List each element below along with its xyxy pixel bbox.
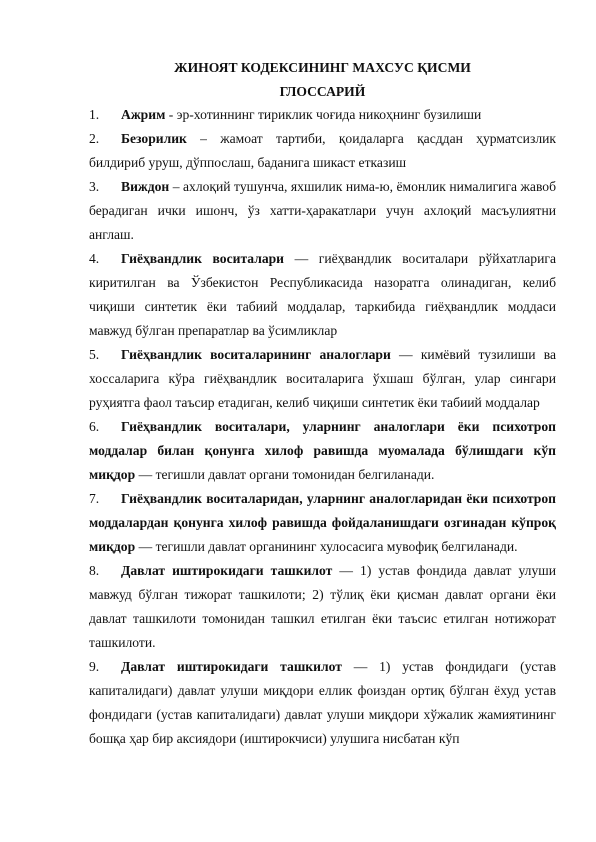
glossary-entry (89, 559, 556, 655)
entry-number: 5. (89, 347, 100, 362)
entry-number: 4. (89, 251, 100, 266)
entry-number: 6. (89, 419, 100, 434)
entry-definition: — тегишли давлат органи томонидан белгиланади. (135, 467, 435, 482)
glossary-entry (89, 103, 556, 127)
entry-term: Давлат иштирокидаги ташкилот (121, 563, 333, 578)
entry-definition: – ахлоқий тушунча, яхшилик нима-ю, ёмонлик нималигига жавоб берадиган ички ишонч, ўз хатти-ҳаракатлари учун ахлоқий масъулиятни англаш. (89, 179, 556, 242)
entry-definition: — 1) устав фондида давлат улуши мавжуд бўлган тижорат ташкилоти; 2) тўлиқ ёки қисман давлат органи ёки давлат ташкилоти томонидан ташкил етилган ёки таъсис етилган нотижорат ташкилоти. (89, 563, 556, 650)
entry-definition: – жамоат тартиби, қоидаларга қасддан ҳурматсизлик билдириб уруш, дўппослаш, баданига шикаст етказиш (89, 131, 556, 170)
glossary-list (89, 103, 556, 751)
entry-term: Гиёҳвандлик воситаларининг аналоглари (121, 347, 391, 362)
entry-term: Виждон (121, 179, 170, 194)
entry-number: 2. (89, 131, 100, 146)
entry-definition: — 1) устав фондидаги (устав капиталидаги) давлат улуши миқдори еллик фоиздан ортиқ бўлган ёхуд устав фондидаги (устав капиталидаги) давлат улуши миқдори хўжалик жамиятининг бошқа ҳар бир аксиядори (иштирокчиси) улушига нисбатан кўп (89, 659, 556, 746)
entry-number: 8. (89, 563, 100, 578)
glossary-entry (89, 487, 556, 559)
glossary-entry (89, 343, 556, 415)
entry-term: Гиёҳвандлик воситаларидан, уларнинг аналогларидан ёки психотроп моддалардан қонунга хилоф равишда фойдаланишдаги озгинадан кўпроқ миқдор (89, 491, 556, 554)
entry-number: 9. (89, 659, 100, 674)
entry-definition: - эр-хотиннинг тириклик чоғида никоҳнинг бузилиши (165, 107, 482, 122)
entry-term: Гиёҳвандлик воситалари (121, 251, 285, 266)
entry-term: Безорилик (121, 131, 187, 146)
glossary-entry (89, 175, 556, 247)
entry-number: 1. (89, 107, 100, 122)
glossary-entry (89, 127, 556, 175)
document-subtitle: ГЛОССАРИЙ (279, 84, 366, 99)
glossary-entry (89, 415, 556, 487)
entry-number: 7. (89, 491, 100, 506)
entry-term: Гиёҳвандлик воситалари, уларнинг аналоглари ёки психотроп моддалар билан қонунга хилоф равишда муомалада бўлишдаги кўп миқдор (89, 419, 556, 482)
entry-term: Ажрим (121, 107, 166, 122)
entry-definition: — кимёвий тузилиши ва хоссаларига кўра гиёҳвандлик воситаларига ўхшаш бўлган, улар сингари руҳиятга фаол таъсир етадиган, келиб чиқиши синтетик ёки табиий моддалар (89, 347, 557, 410)
entry-term: Давлат иштирокидаги ташкилот (121, 659, 342, 674)
entry-definition: — тегишли давлат органининг хулосасига мувофиқ белгиланади. (135, 539, 518, 554)
document-title: ЖИНОЯТ КОДЕКСИНИНГ МАХСУС ҚИСМИ (174, 60, 471, 75)
entry-definition: — гиёҳвандлик воситалари рўйхатларига киритилган ва Ўзбекистон Республикасида назоратга олинадиган, келиб чиқиши синтетик ёки табиий моддалар, таркибида гиёҳвандлик моддаси мавжуд бўлган препаратлар ва ўсимликлар (89, 251, 556, 338)
glossary-entry (89, 247, 556, 343)
entry-number: 3. (89, 179, 100, 194)
glossary-entry (89, 655, 556, 751)
